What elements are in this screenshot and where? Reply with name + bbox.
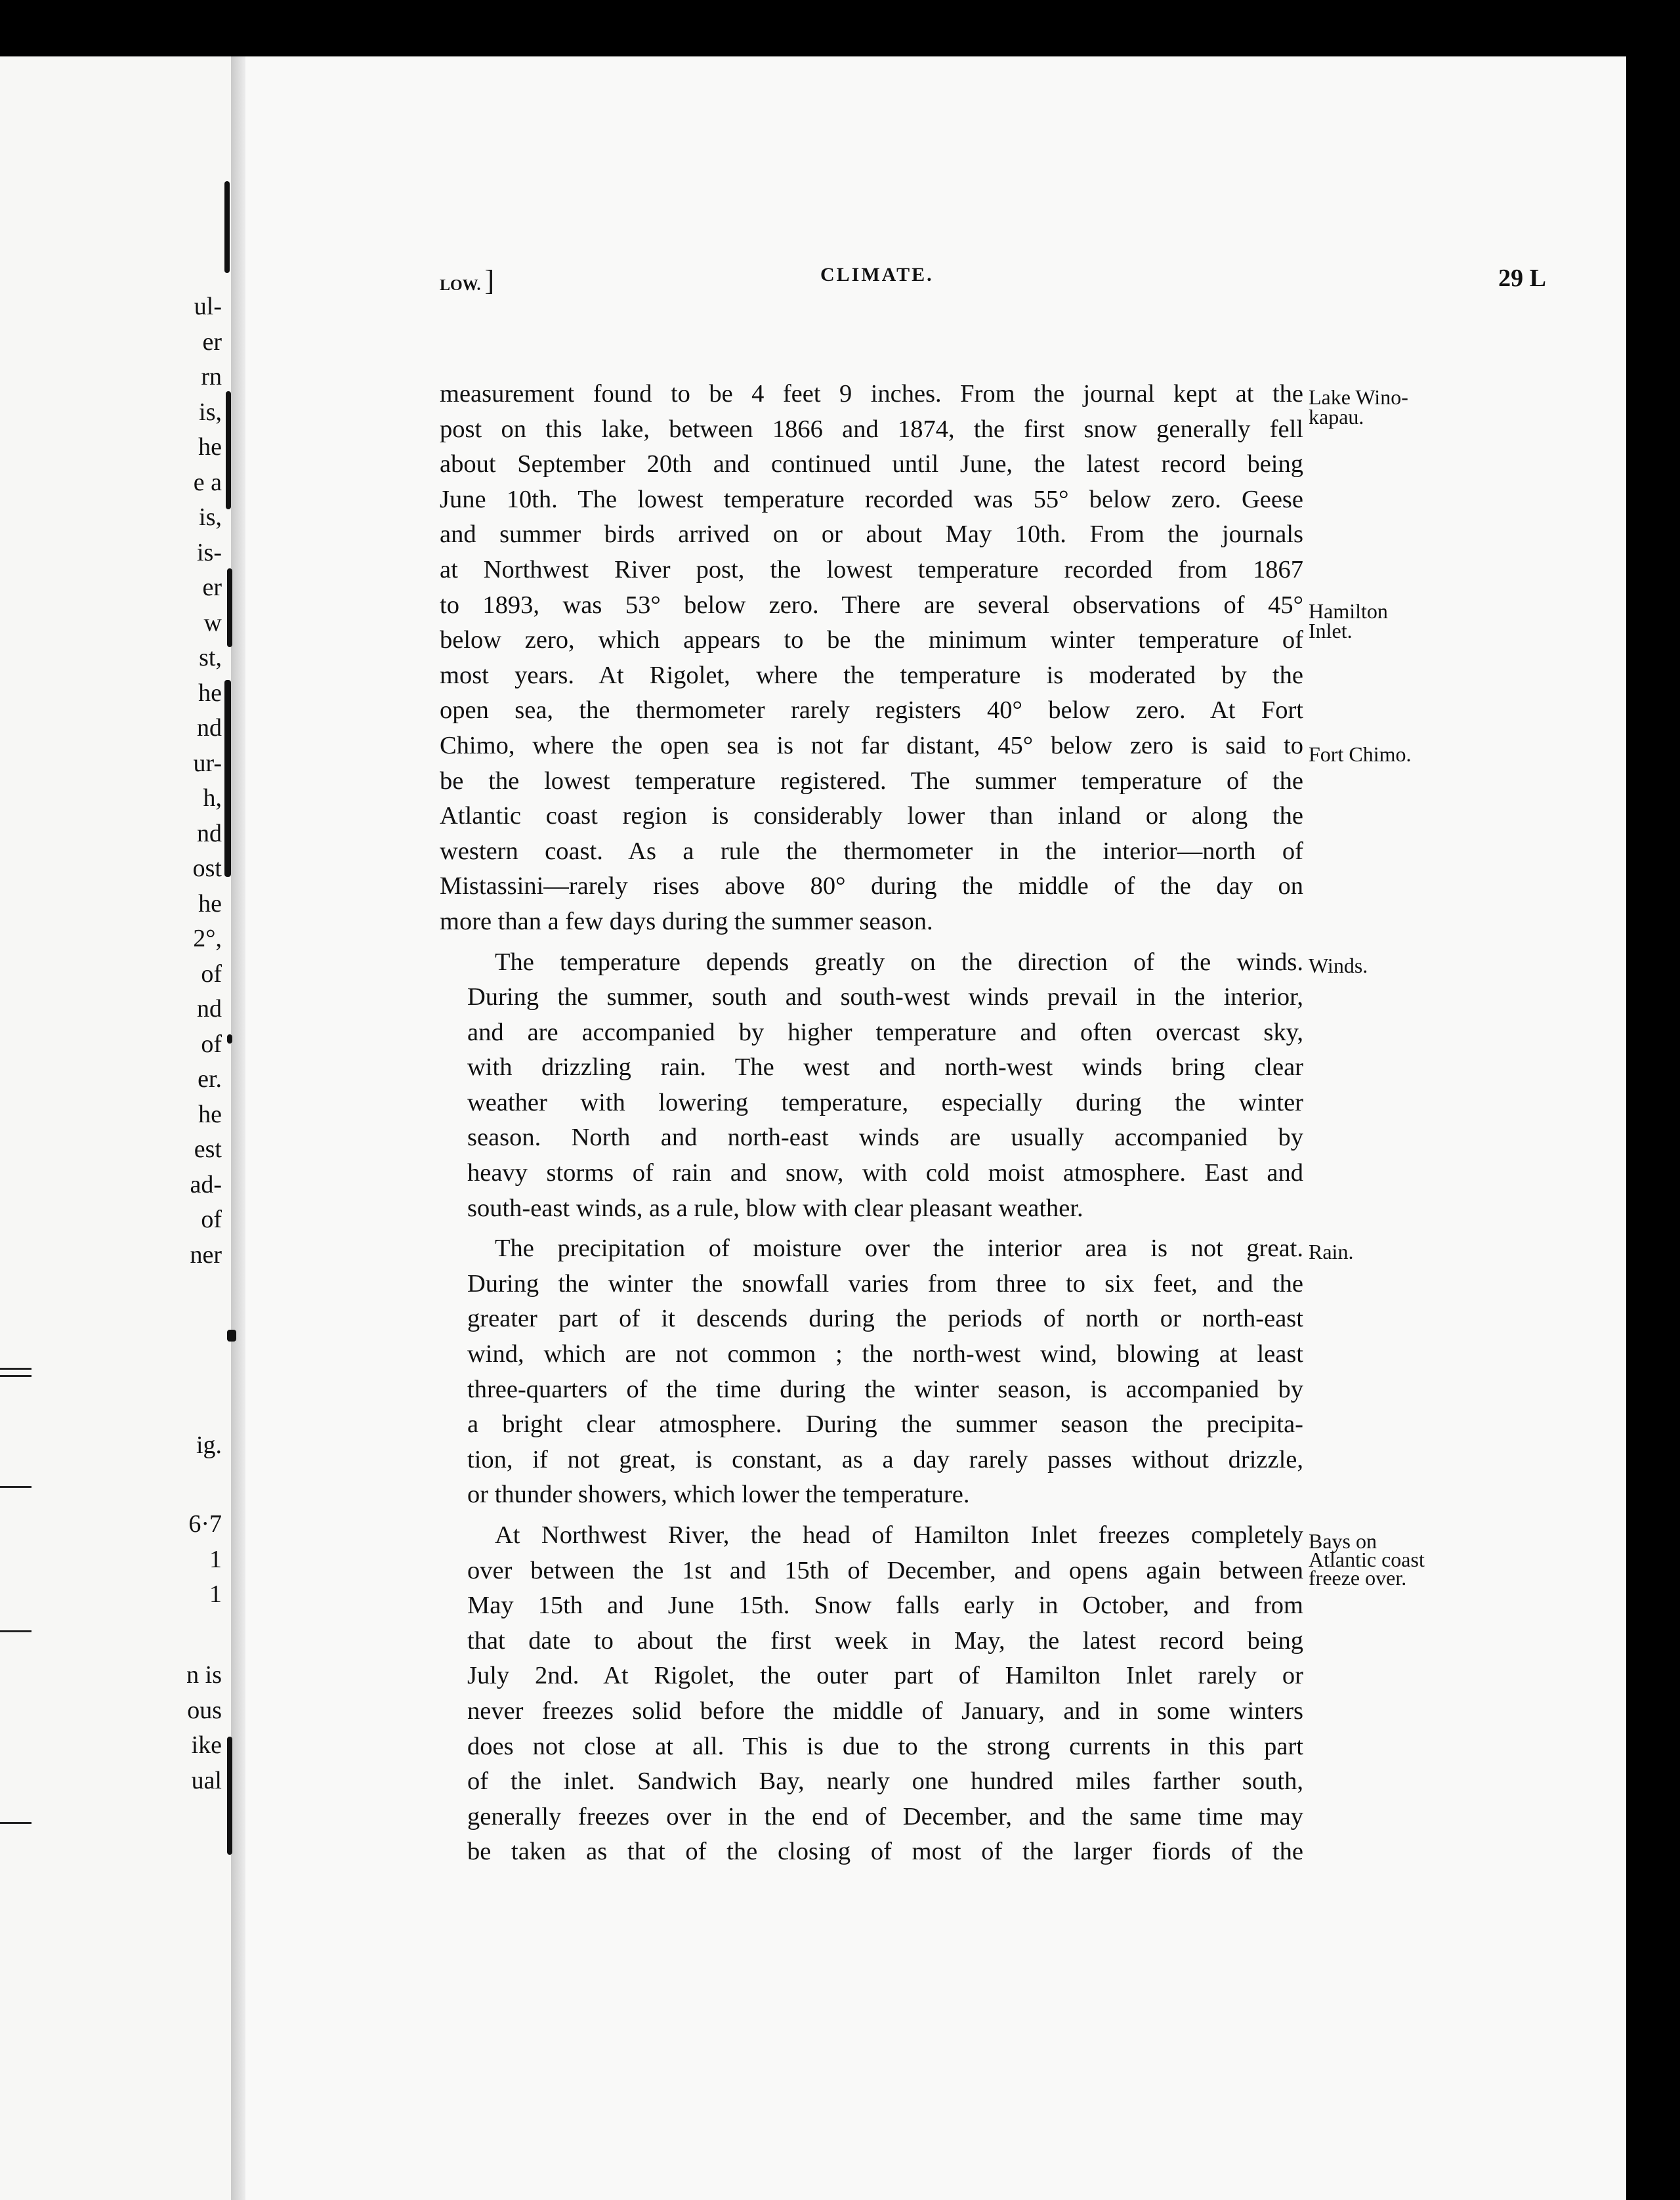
facing-page-line: w xyxy=(203,608,222,637)
margin-note-winds xyxy=(1309,956,1473,975)
text-line: post on this lake, between 1866 and 1874, the first snow generally fell xyxy=(440,415,1303,443)
running-header xyxy=(440,264,1546,303)
paragraph-rain xyxy=(440,1231,1303,1513)
margin-note-rain xyxy=(1309,1242,1473,1261)
page-gutter xyxy=(231,56,245,2200)
text-line: about September 20th and continued until June, the latest record being xyxy=(440,450,1303,478)
binding-stitch xyxy=(224,680,231,877)
facing-page-line: er xyxy=(202,574,222,601)
facing-page-line: he xyxy=(198,889,222,918)
text-line: Atlantic coast region is considerably lower than inland or along the xyxy=(440,802,1303,830)
facing-page-line: 6·7 xyxy=(188,1510,222,1538)
margin-note-line: Fort Chimo. xyxy=(1309,742,1412,766)
facing-page-line: he xyxy=(198,1100,222,1128)
facing-page-rule xyxy=(0,1368,32,1377)
text-line: open sea, the thermometer rarely registers 40° below zero. At Fort xyxy=(440,696,1303,725)
text-line: be taken as that of the closing of most of the larger fiords of the xyxy=(467,1838,1303,1866)
facing-page-table-fragment xyxy=(188,1507,222,1613)
binding-stitch xyxy=(227,1034,232,1044)
text-line: Mistassini—rarely rises above 80° during the middle of the day on xyxy=(440,872,1303,900)
header-bracket: ] xyxy=(484,264,495,297)
header-left-text: LOW. xyxy=(440,277,481,294)
text-line: At Northwest River, the head of Hamilton Inlet freezes completely xyxy=(495,1521,1303,1549)
facing-page-line: h, xyxy=(203,784,222,812)
text-line: with drizzling rain. The west and north-west winds bring clear xyxy=(467,1053,1303,1082)
text-line: over between the 1st and 15th of December, and opens again between xyxy=(467,1556,1303,1584)
binding-stitch xyxy=(224,181,230,273)
facing-page-line: ad- xyxy=(190,1170,222,1198)
text-line: May 15th and June 15th. Snow falls early in October, and from xyxy=(467,1592,1303,1620)
text-line: most years. At Rigolet, where the temperature is moderated by the xyxy=(440,661,1303,689)
binding-stitch xyxy=(226,391,231,509)
margin-note-line: Lake Wino- xyxy=(1309,385,1408,409)
facing-page-line: nd xyxy=(197,995,222,1023)
facing-page-line: ig. xyxy=(196,1431,222,1459)
facing-page-line: 2°, xyxy=(193,925,222,952)
facing-page-text-bottom xyxy=(186,1658,222,1798)
binding-stitch xyxy=(227,1737,232,1855)
margin-note-fort-chimo xyxy=(1309,744,1473,764)
facing-page-rule xyxy=(0,1630,32,1632)
facing-page-text-lower xyxy=(196,1428,222,1464)
binding-stitch xyxy=(227,568,232,647)
header-left xyxy=(440,264,494,297)
text-line: season. North and north-east winds are usually accompanied by xyxy=(467,1124,1303,1152)
facing-page-line: ost xyxy=(192,855,222,882)
margin-note-line: Rain. xyxy=(1309,1240,1354,1263)
text-line: that date to about the first week in May, the latest record being xyxy=(467,1626,1303,1655)
text-line: three-quarters of the time during the winter season, is accompanied by xyxy=(467,1375,1303,1403)
facing-page-line: 1 xyxy=(209,1545,222,1573)
facing-page-line: rn xyxy=(201,363,222,391)
binding-stitch xyxy=(227,1330,236,1342)
facing-page-fragment xyxy=(0,56,231,2200)
facing-page-rule xyxy=(0,1822,32,1824)
text-line: below zero, which appears to be the minimum winter temperature of xyxy=(440,626,1303,654)
facing-page-line: ous xyxy=(187,1696,222,1724)
facing-page-line: st, xyxy=(199,644,222,671)
text-line: western coast. As a rule the thermometer in the interior—north of xyxy=(440,837,1303,865)
text-line: and summer birds arrived on or about May 10th. From the journals xyxy=(440,520,1303,549)
text-line: generally freezes over in the end of December, and the same time may xyxy=(467,1802,1303,1830)
facing-page-line: n is xyxy=(186,1661,222,1689)
margin-note-line: freeze over. xyxy=(1309,1566,1407,1590)
margin-note-line: Bays on xyxy=(1309,1529,1377,1553)
text-line: a bright clear atmosphere. During the summer season the precipita- xyxy=(467,1410,1303,1439)
facing-page-line: ul- xyxy=(194,293,222,320)
page-title: CLIMATE. xyxy=(820,264,934,286)
facing-page-rule xyxy=(0,1486,32,1488)
paragraph-winds xyxy=(440,945,1303,1227)
facing-page-line: nd xyxy=(197,819,222,847)
facing-page-line: er xyxy=(202,328,222,356)
text-line: to 1893, was 53° below zero. There are several observations of 45° xyxy=(440,591,1303,619)
margin-note-line: Hamilton xyxy=(1309,599,1388,623)
facing-page-line: ur- xyxy=(193,749,222,777)
facing-page-line: is, xyxy=(199,503,222,531)
text-line: heavy storms of rain and snow, with cold moist atmosphere. East and xyxy=(467,1159,1303,1187)
margin-note-line: Winds. xyxy=(1309,954,1368,977)
facing-page-line: of xyxy=(201,1030,222,1058)
text-line: During the winter the snowfall varies from three to six feet, and the xyxy=(467,1269,1303,1298)
facing-page-line: ner xyxy=(190,1240,222,1269)
text-line: be the lowest temperature registered. The summer temperature of the xyxy=(440,767,1303,795)
text-line: weather with lowering temperature, especially during the winter xyxy=(467,1088,1303,1116)
facing-page-line: nd xyxy=(197,714,222,742)
facing-page-line: ike xyxy=(191,1731,222,1759)
facing-page-line: of xyxy=(201,960,222,988)
text-line: tion, if not great, is constant, as a day rarely passes without drizzle, xyxy=(467,1445,1303,1473)
paragraph-temperature-records xyxy=(440,377,1303,940)
margin-note-line: kapau. xyxy=(1309,405,1364,429)
text-line: July 2nd. At Rigolet, the outer part of Hamilton Inlet rarely or xyxy=(467,1662,1303,1690)
paragraph-freezing xyxy=(440,1518,1303,1870)
text-line: does not close at all. This is due to the strong currents in this part xyxy=(467,1732,1303,1760)
text-line: measurement found to be 4 feet 9 inches. From the journal kept at the xyxy=(440,380,1303,408)
scan-border-top xyxy=(0,0,1680,56)
facing-page-line: ual xyxy=(191,1766,222,1794)
facing-page-line: e a xyxy=(193,468,222,496)
scan-border-right xyxy=(1626,0,1680,2200)
page-number: 29 L xyxy=(1498,264,1546,292)
margin-note-bays xyxy=(1309,1529,1473,1590)
facing-page-line: is- xyxy=(197,538,222,566)
margin-note-line: Atlantic coast xyxy=(1309,1548,1425,1571)
text-line: During the summer, south and south-west winds prevail in the interior, xyxy=(467,983,1303,1011)
facing-page-line: he xyxy=(198,679,222,707)
text-line: or thunder showers, which lower the temperature. xyxy=(467,1481,970,1509)
facing-page-line: he xyxy=(198,433,222,461)
text-line: wind, which are not common ; the north-west wind, blowing at least xyxy=(467,1340,1303,1368)
margin-note-lake-winokapau xyxy=(1309,387,1473,427)
book-page xyxy=(245,56,1626,2200)
facing-page-line: 1 xyxy=(209,1580,222,1608)
margin-note-hamilton-inlet xyxy=(1309,601,1473,641)
text-line: Chimo, where the open sea is not far distant, 45° below zero is said to xyxy=(440,731,1303,759)
text-line: The temperature depends greatly on the direction of the winds. xyxy=(495,948,1303,976)
text-line: The precipitation of moisture over the interior area is not great. xyxy=(495,1235,1303,1263)
text-line: at Northwest River post, the lowest temperature recorded from 1867 xyxy=(440,555,1303,583)
facing-page-line: est xyxy=(194,1135,222,1163)
facing-page-line: of xyxy=(201,1206,222,1233)
facing-page-text-upper xyxy=(190,289,222,1273)
text-line: south-east winds, as a rule, blow with clear pleasant weather. xyxy=(467,1194,1083,1222)
text-line: greater part of it descends during the periods of north or north-east xyxy=(467,1305,1303,1333)
text-line: never freezes solid before the middle of January, and in some winters xyxy=(467,1697,1303,1725)
text-line: and are accompanied by higher temperature and often overcast sky, xyxy=(467,1018,1303,1046)
facing-page-line: er. xyxy=(198,1065,222,1093)
text-line: of the inlet. Sandwich Bay, nearly one hundred miles farther south, xyxy=(467,1767,1303,1796)
body-text xyxy=(440,377,1303,1875)
text-line: more than a few days during the summer season. xyxy=(440,907,933,935)
margin-note-line: Inlet. xyxy=(1309,619,1353,643)
text-line: June 10th. The lowest temperature recorded was 55° below zero. Geese xyxy=(440,485,1303,513)
facing-page-line: is, xyxy=(199,398,222,426)
